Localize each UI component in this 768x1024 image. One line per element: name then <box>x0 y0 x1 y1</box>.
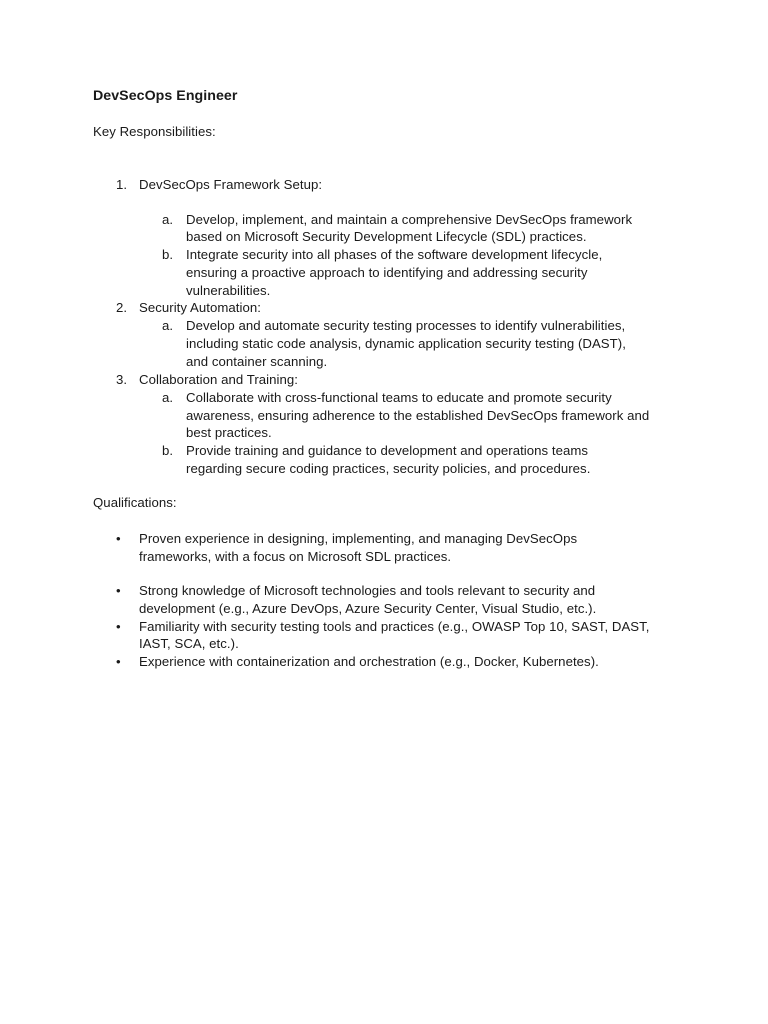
sublist-item-text: Develop and automate security testing processes to identify vulnerabilities, <box>186 318 626 333</box>
list-marker: 3. <box>116 372 128 387</box>
list-marker: 1. <box>116 177 128 192</box>
list-item-label: Collaboration and Training: <box>139 372 298 387</box>
sublist-marker: b. <box>162 247 174 262</box>
bullet-item-text: frameworks, with a focus on Microsoft SDL practices. <box>139 549 452 564</box>
sublist-item-text: vulnerabilities. <box>186 283 271 298</box>
responsibilities-heading: Key Responsibilities: <box>93 124 216 139</box>
sublist-marker: b. <box>162 443 174 458</box>
sublist-marker: a. <box>162 390 174 405</box>
sublist-item-text: ensuring a proactive approach to identifying and addressing security <box>186 265 588 280</box>
sublist-item-text: Provide training and guidance to development and operations teams <box>186 443 589 458</box>
bullet-item-text: Strong knowledge of Microsoft technologies and tools relevant to security and <box>139 583 596 598</box>
sublist-item-text: Integrate security into all phases of the software development lifecycle, <box>186 247 603 262</box>
sublist-item-text: awareness, ensuring adherence to the established DevSecOps framework and <box>186 408 650 423</box>
bullet-marker: • <box>116 531 121 546</box>
bullet-item-text: Familiarity with security testing tools and practices (e.g., OWASP Top 10, SAST, DAST, <box>139 619 650 634</box>
sublist-marker: a. <box>162 318 174 333</box>
sublist-item-text: Collaborate with cross-functional teams to educate and promote security <box>186 390 612 405</box>
list-item-label: Security Automation: <box>139 300 261 315</box>
bullet-item-text: Proven experience in designing, implementing, and managing DevSecOps <box>139 531 578 546</box>
bullet-marker: • <box>116 654 121 669</box>
sublist-item-text: Develop, implement, and maintain a comprehensive DevSecOps framework <box>186 212 633 227</box>
list-item-label: DevSecOps Framework Setup: <box>139 177 323 192</box>
bullet-item-text: IAST, SCA, etc.). <box>139 636 239 651</box>
bullet-marker: • <box>116 583 121 598</box>
sublist-item-text: based on Microsoft Security Development Lifecycle (SDL) practices. <box>186 229 587 244</box>
bullet-item-text: development (e.g., Azure DevOps, Azure Security Center, Visual Studio, etc.). <box>139 601 597 616</box>
list-marker: 2. <box>116 300 128 315</box>
sublist-item-text: and container scanning. <box>186 354 328 369</box>
sublist-item-text: best practices. <box>186 425 272 440</box>
bullet-marker: • <box>116 619 121 634</box>
sublist-item-text: including static code analysis, dynamic application security testing (DAST), <box>186 336 626 351</box>
qualifications-heading: Qualifications: <box>93 495 177 510</box>
sublist-marker: a. <box>162 212 174 227</box>
bullet-item-text: Experience with containerization and orchestration (e.g., Docker, Kubernetes). <box>139 654 599 669</box>
sublist-item-text: regarding secure coding practices, security policies, and procedures. <box>186 461 591 476</box>
document-title: DevSecOps Engineer <box>93 88 238 104</box>
